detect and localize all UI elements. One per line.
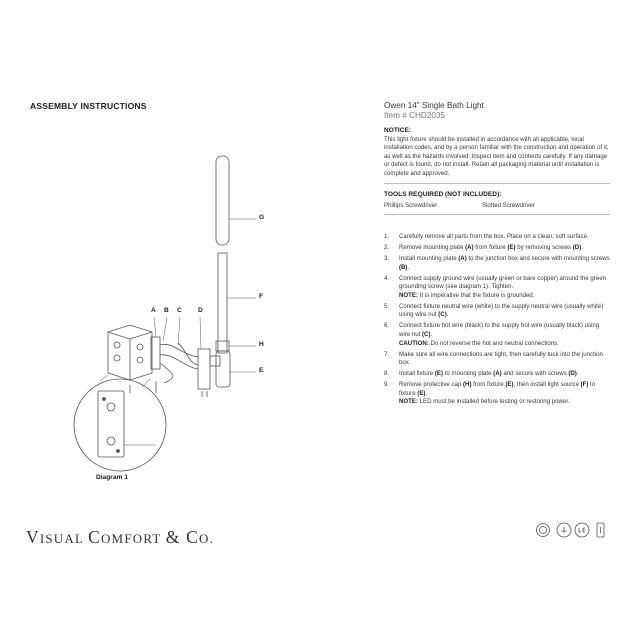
divider <box>384 214 610 215</box>
step-number: 6. <box>384 322 390 330</box>
step-item <box>384 381 610 407</box>
notice-label: NOTICE: <box>384 127 412 134</box>
step-number: 8. <box>384 370 390 378</box>
step-text: Remove protective cap (H) from fixture (E), then install light source (F) to fixture (E). <box>399 381 596 397</box>
step-item <box>384 275 610 301</box>
step-item <box>384 322 610 348</box>
certification-logos <box>535 519 615 541</box>
tool-item: Phillips Screwdriver <box>384 202 438 210</box>
step-text: Make sure all wire connections are tight, then carefully tuck into the junction box. <box>399 350 603 367</box>
part-label-g: G <box>259 214 265 221</box>
step-text: Remove mounting plate (A) from fixture (E) by removing screws (D). <box>399 244 583 252</box>
step-note <box>399 292 610 301</box>
step-text: Connect fixture neutral wire (white) to the supply neutral wire (usually white) using wire nut (C). <box>399 302 604 319</box>
step-number: 5. <box>384 302 390 310</box>
part-label-h: H <box>259 341 264 348</box>
assembly-instructions-title: ASSEMBLY INSTRUCTIONS <box>30 101 147 111</box>
step-note-label: NOTE: <box>399 398 418 406</box>
step-note <box>399 340 610 349</box>
fixture-backplate <box>198 349 210 389</box>
step-item <box>384 303 610 320</box>
step-text: Carefully remove all parts from the box. Place on a clean, soft surface. <box>399 233 589 241</box>
step-item <box>384 351 610 368</box>
step-item <box>384 244 610 253</box>
item-number: Item # CHD2035 <box>384 111 445 120</box>
assembly-diagram <box>60 145 290 485</box>
step-number: 9. <box>384 381 390 389</box>
step-note-text: LED must be installed before testing or restoring power. <box>417 398 570 406</box>
step-number: 2. <box>384 244 390 252</box>
part-label-f: F <box>259 293 264 300</box>
step-note-text: It is imperative that the fixture is grounded. <box>417 291 535 299</box>
tools-list <box>384 202 610 209</box>
step-note <box>399 398 610 407</box>
part-label-b: B <box>164 307 169 314</box>
step-item <box>384 370 610 379</box>
step-note-label: CAUTION: <box>399 339 429 347</box>
dimmable-icon <box>597 523 604 537</box>
step-note-text: Do not reverse the hot and neutral connections. <box>428 339 559 347</box>
step-note-label: NOTE: <box>399 291 418 299</box>
instructions-column <box>384 101 610 409</box>
tools-label: TOOLS REQUIRED (NOT INCLUDED): <box>384 191 502 199</box>
part-label-d: D <box>198 307 203 314</box>
part-label-c: C <box>177 307 182 314</box>
step-text: Connect fixture hot wire (black) to the supply hot wire (usually black) using wire nut (C). <box>399 322 600 338</box>
tool-item: Slotted Screwdriver <box>482 202 535 210</box>
led-icon <box>575 523 589 537</box>
detail-plate <box>98 391 124 457</box>
step-number: 4. <box>384 274 390 282</box>
step-item <box>384 233 610 242</box>
product-name: Owen 14" Single Bath Light <box>384 101 484 110</box>
brand-logo: VISUAL COMFORT & CO. <box>26 527 215 547</box>
rod-f <box>218 253 227 353</box>
step-item <box>384 255 610 272</box>
light-source-g <box>216 156 229 245</box>
diagram-caption: Diagram 1 <box>96 474 128 481</box>
part-label-e: E <box>259 367 264 374</box>
step-text: Install fixture (E) to mounting plate (A) and secure with screws (D). <box>399 370 579 378</box>
part-label-a: A <box>151 307 156 314</box>
damp-location-icon <box>557 523 571 537</box>
divider <box>384 183 610 184</box>
step-number: 1. <box>384 233 390 241</box>
step-number: 7. <box>384 350 390 358</box>
step-text: Install mounting plate (A) to the junction box and secure with mounting screws (B). <box>399 255 610 271</box>
steps-list <box>384 233 610 407</box>
step-text: Connect supply ground wire (usually green or bare copper) around the green grounding screw (see diagram 1). Tighten. <box>399 274 606 291</box>
etl-listed-icon <box>537 524 550 537</box>
step-number: 3. <box>384 255 390 262</box>
notice-text: This light fixture should be installed in accordance with all applicable, local installation codes, and by a person familiar with the construction and operation of it, as well as the hazards involved. Inspect item and contents carefully. If any damage or defect is found, do not install. Retain all packaging material until installation is complete and approved. <box>384 136 609 177</box>
